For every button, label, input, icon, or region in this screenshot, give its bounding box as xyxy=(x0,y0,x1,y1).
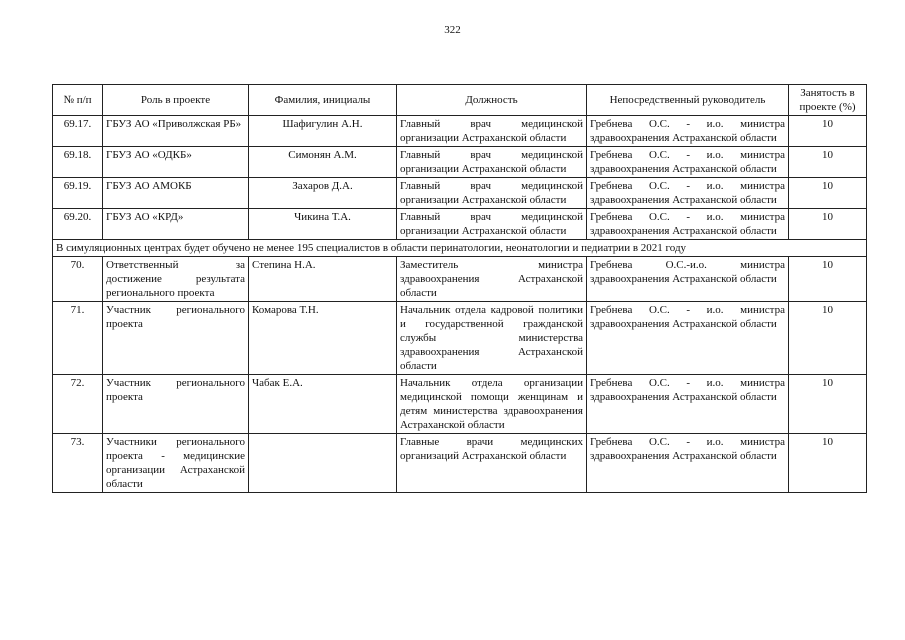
table-row xyxy=(53,116,867,147)
row-name: Шафигулин А.Н. xyxy=(249,116,397,147)
row-position: Главный врач медицинской организации Астраханской области xyxy=(397,209,587,240)
row-manager: Гребнева О.С. - и.о. министра здравоохранения Астраханской области xyxy=(587,116,789,147)
row-role: ГБУЗ АО «Приволжская РБ» xyxy=(103,116,249,147)
table-row xyxy=(53,147,867,178)
row-position: Заместитель министра здравоохранения Астраханской области xyxy=(397,257,587,302)
row-load: 10 xyxy=(789,178,867,209)
header-load: Занятость в проекте (%) xyxy=(789,85,867,116)
row-name: Чикина Т.А. xyxy=(249,209,397,240)
row-manager: Гребнева О.С. - и.о. министра здравоохранения Астраханской области xyxy=(587,209,789,240)
table-row xyxy=(53,434,867,493)
row-load: 10 xyxy=(789,302,867,375)
table-row xyxy=(53,257,867,302)
row-role: ГБУЗ АО «КРД» xyxy=(103,209,249,240)
row-role: ГБУЗ АО «ОДКБ» xyxy=(103,147,249,178)
row-position: Начальник отдела кадровой политики и государственной гражданской службы министерства здравоохранения Астраханской области xyxy=(397,302,587,375)
row-load: 10 xyxy=(789,257,867,302)
row-name: Степина Н.А. xyxy=(249,257,397,302)
row-manager: Гребнева О.С. - и.о. министра здравоохранения Астраханской области xyxy=(587,375,789,434)
header-manager: Непосредственный руководитель xyxy=(587,85,789,116)
section-title: В симуляционных центрах будет обучено не менее 195 специалистов в области перинатологии, неонатологии и педиатрии в 2021 году xyxy=(53,240,867,257)
page-number: 322 xyxy=(444,24,461,36)
row-position: Главный врач медицинской организации Астраханской области xyxy=(397,116,587,147)
row-number: 72. xyxy=(53,375,103,434)
row-number: 69.17. xyxy=(53,116,103,147)
row-number: 69.18. xyxy=(53,147,103,178)
table-row xyxy=(53,178,867,209)
row-name: Симонян А.М. xyxy=(249,147,397,178)
row-role: ГБУЗ АО АМОКБ xyxy=(103,178,249,209)
row-name: Комарова Т.Н. xyxy=(249,302,397,375)
header-position: Должность xyxy=(397,85,587,116)
row-manager: Гребнева О.С. - и.о. министра здравоохранения Астраханской области xyxy=(587,178,789,209)
row-role: Ответственный за достижение результата регионального проекта xyxy=(103,257,249,302)
section-row xyxy=(53,240,867,257)
row-number: 69.20. xyxy=(53,209,103,240)
header-role: Роль в проекте xyxy=(103,85,249,116)
table-header-row xyxy=(53,85,867,116)
row-manager: Гребнева О.С. - и.о. министра здравоохранения Астраханской области xyxy=(587,147,789,178)
row-position: Главный врач медицинской организации Астраханской области xyxy=(397,178,587,209)
row-position: Начальник отдела организации медицинской помощи женщинам и детям министерства здравоохранения Астраханской области xyxy=(397,375,587,434)
table-row xyxy=(53,375,867,434)
row-role: Участник регионального проекта xyxy=(103,302,249,375)
row-number: 70. xyxy=(53,257,103,302)
row-load: 10 xyxy=(789,434,867,493)
row-load: 10 xyxy=(789,147,867,178)
row-name: Захаров Д.А. xyxy=(249,178,397,209)
row-manager: Гребнева О.С. - и.о. министра здравоохранения Астраханской области xyxy=(587,302,789,375)
row-manager: Гребнева О.С. - и.о. министра здравоохранения Астраханской области xyxy=(587,434,789,493)
row-number: 71. xyxy=(53,302,103,375)
project-staff-table xyxy=(52,84,867,493)
table-row xyxy=(53,302,867,375)
row-role: Участники регионального проекта - медицинские организации Астраханской области xyxy=(103,434,249,493)
row-role: Участник регионального проекта xyxy=(103,375,249,434)
row-load: 10 xyxy=(789,375,867,434)
row-name: Чабак Е.А. xyxy=(249,375,397,434)
row-position: Главный врач медицинской организации Астраханской области xyxy=(397,147,587,178)
row-number: 69.19. xyxy=(53,178,103,209)
row-position: Главные врачи медицинских организаций Астраханской области xyxy=(397,434,587,493)
row-load: 10 xyxy=(789,209,867,240)
row-number: 73. xyxy=(53,434,103,493)
row-manager: Гребнева О.С.-и.о. министра здравоохранения Астраханской области xyxy=(587,257,789,302)
row-load: 10 xyxy=(789,116,867,147)
row-name xyxy=(249,434,397,493)
table-row xyxy=(53,209,867,240)
header-number: № п/п xyxy=(53,85,103,116)
header-name: Фамилия, инициалы xyxy=(249,85,397,116)
